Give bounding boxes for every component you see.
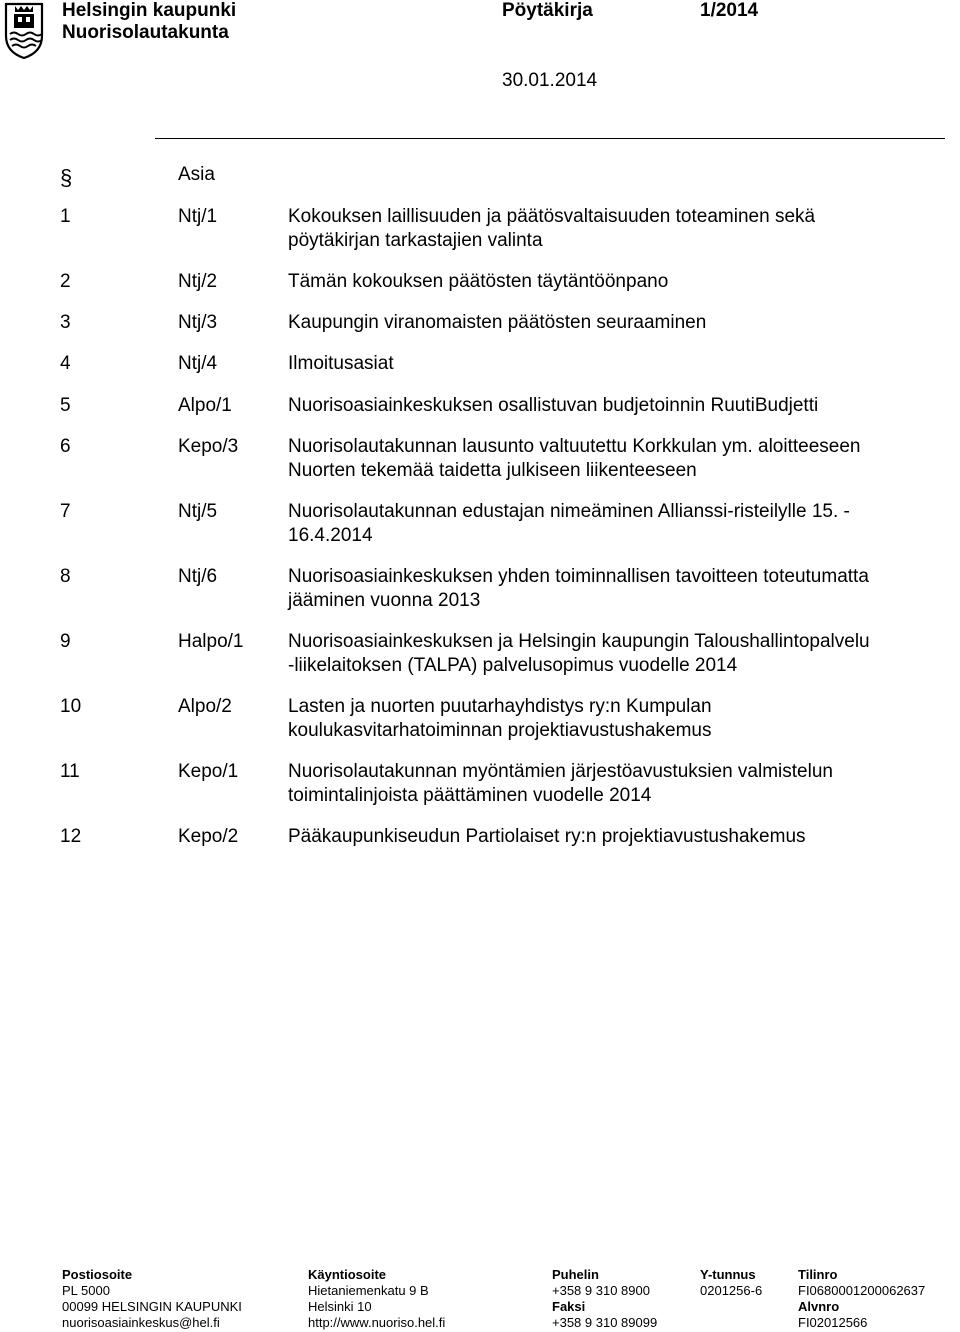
footer-fax: +358 9 310 89099: [552, 1315, 658, 1330]
agenda-item-number: 1: [60, 206, 71, 227]
footer-email: nuorisoasiainkeskus@hel.fi: [62, 1315, 220, 1330]
section-mark: §: [60, 165, 73, 190]
footer-puhelin-label: Puhelin: [552, 1267, 599, 1282]
footer-faksi-label: Faksi: [552, 1299, 586, 1314]
agenda-item-title: Pääkaupunkiseudun Partiolaiset ry:n projektiavustushakemus: [288, 826, 806, 847]
agenda-item-code: Halpo/1: [178, 631, 244, 652]
helsinki-crest-logo: [2, 2, 46, 60]
agenda-item-title: Nuorisolautakunnan edustajan nimeäminen Allianssi-risteilylle 15. - 16.4.2014: [288, 501, 850, 546]
agenda-item-title: Ilmoitusasiat: [288, 353, 394, 374]
agenda-item-code: Ntj/5: [178, 501, 218, 522]
agenda-item-number: 7: [60, 501, 71, 522]
footer-ytunnus-label: Y-tunnus: [700, 1267, 756, 1282]
footer-kayntiosoite-label: Käyntiosoite: [308, 1267, 387, 1282]
footer-postiosoite-label: Postiosoite: [62, 1267, 133, 1282]
agenda-item-code: Kepo/3: [178, 436, 239, 457]
footer-tilinro: [798, 1267, 925, 1331]
board-name: Nuorisolautakunta: [62, 22, 229, 43]
agenda-item-title: Kaupungin viranomaisten päätösten seuraaminen: [288, 312, 707, 333]
agenda-item-number: 12: [60, 826, 82, 847]
agenda-item-code: Ntj/4: [178, 353, 218, 374]
agenda-item-code: Ntj/3: [178, 312, 218, 333]
agenda-item-code: Ntj/2: [178, 271, 218, 292]
agenda-item-code: Kepo/2: [178, 826, 239, 847]
footer-ytunnus: [700, 1267, 762, 1299]
agenda-item-number: 11: [60, 761, 80, 782]
header-rule: [155, 138, 945, 139]
footer-puhelin: [552, 1267, 657, 1331]
agenda-item-number: 5: [60, 395, 71, 416]
footer-tilinro-label: Tilinro: [798, 1267, 838, 1282]
agenda-item-title: Lasten ja nuorten puutarhayhdistys ry:n Kumpulan koulukasvitarhatoiminnan projektiavustushakemus: [288, 696, 712, 741]
agenda-item-number: 3: [60, 312, 71, 333]
agenda-item-code: Kepo/1: [178, 761, 239, 782]
footer-alvnro-value: FI02012566: [798, 1315, 868, 1330]
footer-postiosoite: [62, 1267, 242, 1331]
agenda-item-title: Nuorisolautakunnan lausunto valtuutettu Korkkulan ym. aloitteeseen Nuorten tekemää taidetta julkiseen liikenteeseen: [288, 436, 861, 481]
footer-website: http://www.nuoriso.hel.fi: [308, 1315, 446, 1330]
footer-postiosoite-line: 00099 HELSINGIN KAUPUNKI: [62, 1299, 242, 1314]
agenda-item-title: Kokouksen laillisuuden ja päätösvaltaisuuden toteaminen sekä pöytäkirjan tarkastajien valinta: [288, 206, 816, 251]
agenda-item-title: Nuorisolautakunnan myöntämien järjestöavustuksien valmistelun toimintalinjoista päättäminen vuodelle 2014: [288, 761, 833, 806]
agenda-item-title: Nuorisoasiainkeskuksen osallistuvan budjetoinnin RuutiBudjetti: [288, 395, 819, 416]
agenda-item-number: 9: [60, 631, 71, 652]
footer-postiosoite-line: PL 5000: [62, 1283, 110, 1298]
agenda-item-code: Ntj/1: [178, 206, 218, 227]
agenda-item-number: 8: [60, 566, 71, 587]
agenda-item-number: 4: [60, 353, 71, 374]
footer-phone: +358 9 310 8900: [552, 1283, 650, 1298]
footer-kayntiosoite-line: Hietaniemenkatu 9 B: [308, 1283, 429, 1298]
document-type: Pöytäkirja: [502, 0, 593, 21]
footer-kayntiosoite: [308, 1267, 445, 1331]
agenda-item-code: Alpo/1: [178, 395, 232, 416]
agenda-heading: Asia: [178, 164, 215, 185]
city-name: Helsingin kaupunki: [62, 0, 237, 21]
agenda-item-number: 10: [60, 696, 82, 717]
document-number: 1/2014: [700, 0, 759, 21]
meeting-date: 30.01.2014: [502, 70, 598, 91]
footer-kayntiosoite-line: Helsinki 10: [308, 1299, 372, 1314]
agenda-item-code: Ntj/6: [178, 566, 218, 587]
footer-ytunnus-value: 0201256-6: [700, 1283, 763, 1298]
footer-alvnro-label: Alvnro: [798, 1299, 840, 1314]
footer-tilinro-value: FI0680001200062637: [798, 1283, 926, 1298]
agenda-item-title: Nuorisoasiainkeskuksen ja Helsingin kaupungin Taloushallintopalvelu -liikelaitoksen (TALPA) palvelusopimus vuodelle 2014: [288, 631, 870, 676]
agenda-item-title: Nuorisoasiainkeskuksen yhden toiminnallisen tavoitteen toteutumatta jääminen vuonna 2013: [288, 566, 869, 611]
agenda-item-number: 6: [60, 436, 71, 457]
agenda-item-code: Alpo/2: [178, 696, 232, 717]
agenda-item-number: 2: [60, 271, 71, 292]
agenda-item-title: Tämän kokouksen päätösten täytäntöönpano: [288, 271, 669, 292]
